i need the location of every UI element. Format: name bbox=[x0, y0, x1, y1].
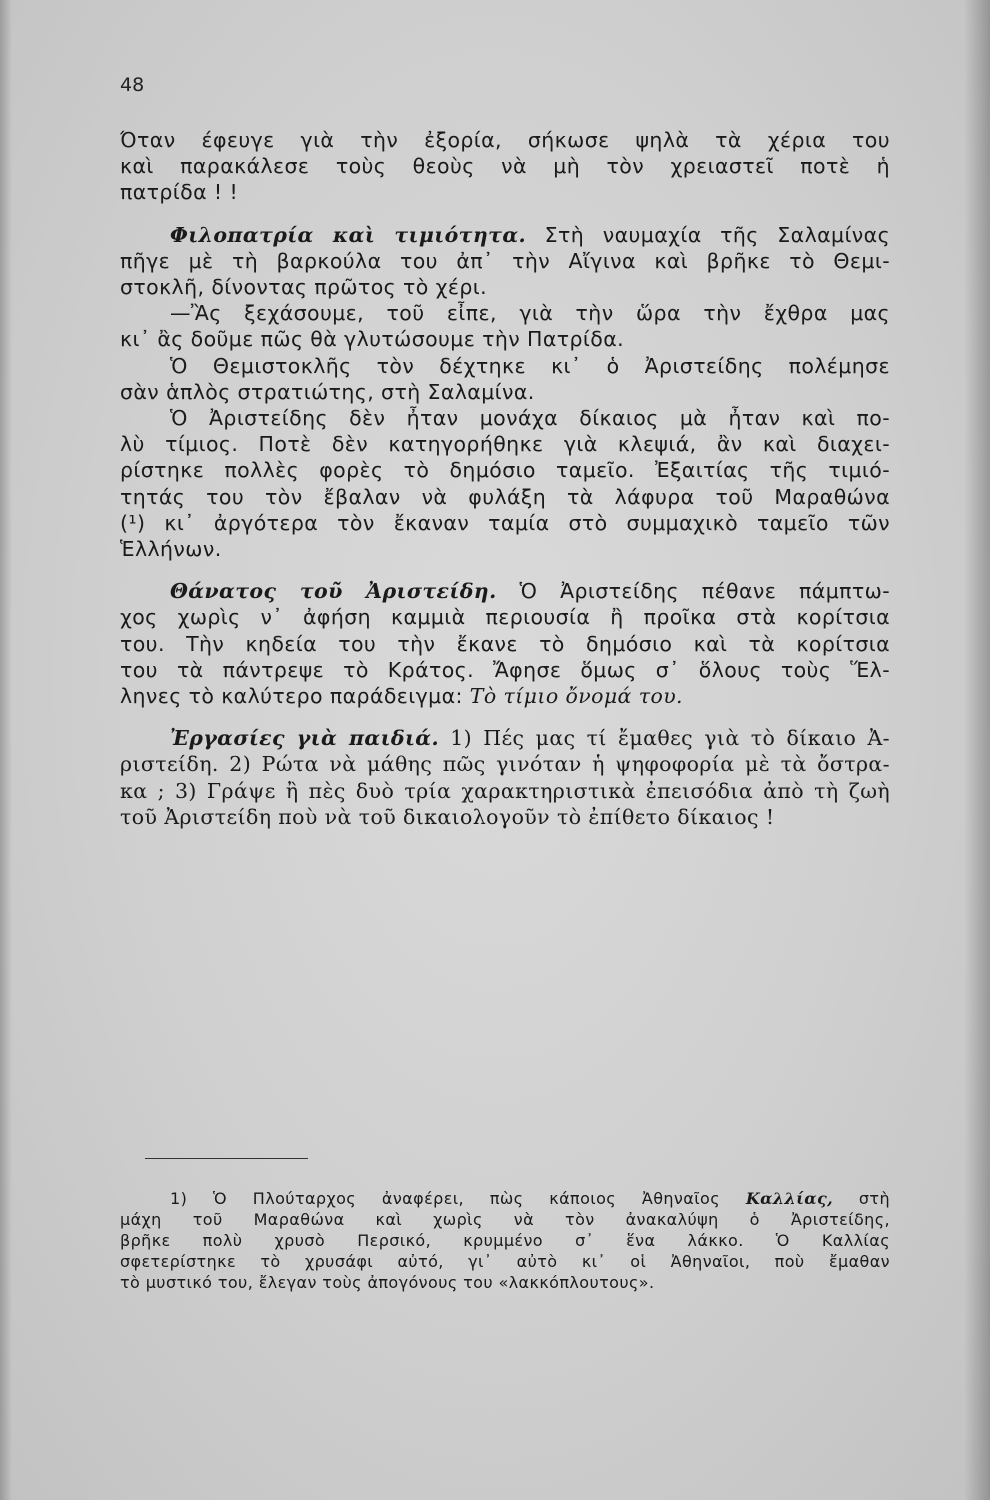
section-heading-philopatria: Φιλοπατρία καὶ τιμιότητα. bbox=[170, 222, 527, 247]
text-line: του τὰ πάντρεψε τὸ Κράτος. Ἄφησε ὅμως σ᾽ ὅλους τοὺς Ἕλ- bbox=[120, 657, 890, 682]
footnote-name-kallias: Καλλίας, bbox=[745, 1189, 834, 1208]
footnote bbox=[120, 1188, 890, 1293]
text-line: Ὁ Θεμιστοκλῆς τὸν δέχτηκε κι᾽ ὁ Ἀριστείδης πολέμησε bbox=[170, 353, 890, 378]
text-line: πατρίδα ! ! bbox=[120, 180, 239, 205]
text-line: ρίστηκε πολλὲς φορὲς τὸ δημόσιο ταμεῖο. Ἐξαιτίας τῆς τιμιό- bbox=[120, 458, 890, 483]
footnote-line: βρῆκε πολὺ χρυσὸ Περσικό, κρυμμένο σ᾽ ἕνα λάκκο. Ὁ Καλλίας bbox=[120, 1231, 890, 1250]
text-line: στοκλῆ, δίνοντας πρῶτος τὸ χέρι. bbox=[120, 275, 487, 300]
text-line: Όταν έφευγε γιὰ τὴν ἐξορία, σήκωσε ψηλὰ τὰ χέρια του bbox=[120, 128, 890, 152]
text-line-with-motto bbox=[120, 683, 890, 709]
text-fragment: 1) Πές μας τί ἔμαθες γιὰ τὸ δίκαιο Ἀ- bbox=[450, 726, 890, 751]
motto-italic: Τὸ τίμιο ὄνομά του. bbox=[469, 684, 683, 709]
text-fragment: ληνες τὸ καλύτερο παράδειγμα: bbox=[120, 684, 463, 709]
text-line: πῆγε μὲ τὴ βαρκούλα του ἀπ᾽ τὴν Αἴγινα καὶ βρῆκε τὸ Θεμι- bbox=[120, 248, 890, 273]
text-line: τοῦ Ἀριστείδη ποὺ νὰ τοῦ δικαιολογοῦν τὸ ἐπίθετο δίκαιος ! bbox=[120, 804, 775, 829]
footnote-fragment: 1) Ὁ Πλούταρχος ἀναφέρει, πὼς κάποιος Ἀθηναῖος bbox=[170, 1189, 721, 1208]
text-line: λὺ τίμιος. Ποτὲ δὲν κατηγορήθηκε γιὰ κλεψιά, ἂν καὶ διαχει- bbox=[120, 432, 890, 457]
page-spine-shadow bbox=[964, 0, 990, 1500]
footnote-line: τὸ μυστικό του, ἔλεγαν τοὺς ἀπογόνους του «λακκόπλουτους». bbox=[120, 1273, 655, 1292]
text-line: σὰν ἁπλὸς στρατιώτης, στὴ Σαλαμίνα. bbox=[120, 379, 535, 404]
text-line: τητάς του τὸν ἔβαλαν νὰ φυλάξη τὰ λάφυρα τοῦ Μαραθώνα bbox=[120, 484, 890, 509]
section-heading-death: Θάνατος τοῦ Ἀριστείδη. bbox=[170, 579, 497, 604]
text-line: ριστείδη. 2) Ρώτα νὰ μάθης πῶς γινόταν ἡ ψηφοφορία μὲ τὰ ὄστρα- bbox=[120, 752, 890, 777]
text-line: Ὁ Ἀριστείδης δὲν ἦταν μονάχα δίκαιος μὰ ἦταν καὶ πο- bbox=[170, 406, 890, 431]
section-line-death bbox=[120, 578, 890, 604]
text-line: (¹) κι᾽ ἀργότερα τὸν ἔκαναν ταμία στὸ συμμαχικὸ ταμεῖο τῶν bbox=[120, 510, 890, 535]
section-line-philopatria bbox=[120, 222, 890, 248]
footnote-line: σφετερίστηκε τὸ χρυσάφι αὐτό, γι᾽ αὐτὸ κι᾽ οἱ Ἀθηναῖοι, ποὺ ἔμαθαν bbox=[120, 1252, 890, 1271]
text-line: καὶ παρακάλεσε τοὺς θεοὺς νὰ μὴ τὸν χρειαστεῖ ποτὲ ἡ bbox=[120, 154, 890, 179]
text-line: του. Τὴν κηδεία του τὴν ἔκανε τὸ δημόσιο καὶ τὰ κορίτσια bbox=[120, 631, 890, 656]
page-number: 48 bbox=[120, 74, 145, 96]
text-line: χος χωρὶς ν᾽ ἀφήση καμμιὰ περιουσία ἢ προῖκα στὰ κορίτσια bbox=[120, 605, 890, 630]
section-heading-exercises: Ἐργασίες γιὰ παιδιά. bbox=[170, 726, 439, 751]
footnote-fragment: στὴ bbox=[858, 1189, 890, 1208]
text-line: —Ἂς ξεχάσουμε, τοῦ εἶπε, γιὰ τὴν ὥρα τὴν ἔχθρα μας bbox=[170, 301, 890, 326]
text-line: κα ; 3) Γράψε ἢ πὲς δυὸ τρία χαρακτηριστικὰ ἐπεισόδια ἀπὸ τὴ ζωὴ bbox=[120, 778, 890, 803]
main-text bbox=[120, 127, 890, 830]
page-left-shadow bbox=[0, 0, 12, 1500]
section-line-exercises bbox=[120, 725, 890, 751]
text-fragment: Ὁ Ἀριστείδης πέθανε πάμπτω- bbox=[519, 579, 890, 604]
footnote-line bbox=[120, 1188, 890, 1209]
footnote-divider bbox=[145, 1158, 308, 1159]
text-line: Ἑλλήνων. bbox=[120, 537, 222, 562]
footnote-line: μάχη τοῦ Μαραθώνα καὶ χωρὶς νὰ τὸν ἀνακαλύψη ὁ Ἀριστείδης, bbox=[120, 1210, 890, 1229]
text-fragment: Στὴ ναυμαχία τῆς Σαλαμίνας bbox=[544, 222, 890, 247]
text-line: κι᾽ ἂς δοῦμε πῶς θὰ γλυτώσουμε τὴν Πατρίδα. bbox=[120, 327, 625, 352]
